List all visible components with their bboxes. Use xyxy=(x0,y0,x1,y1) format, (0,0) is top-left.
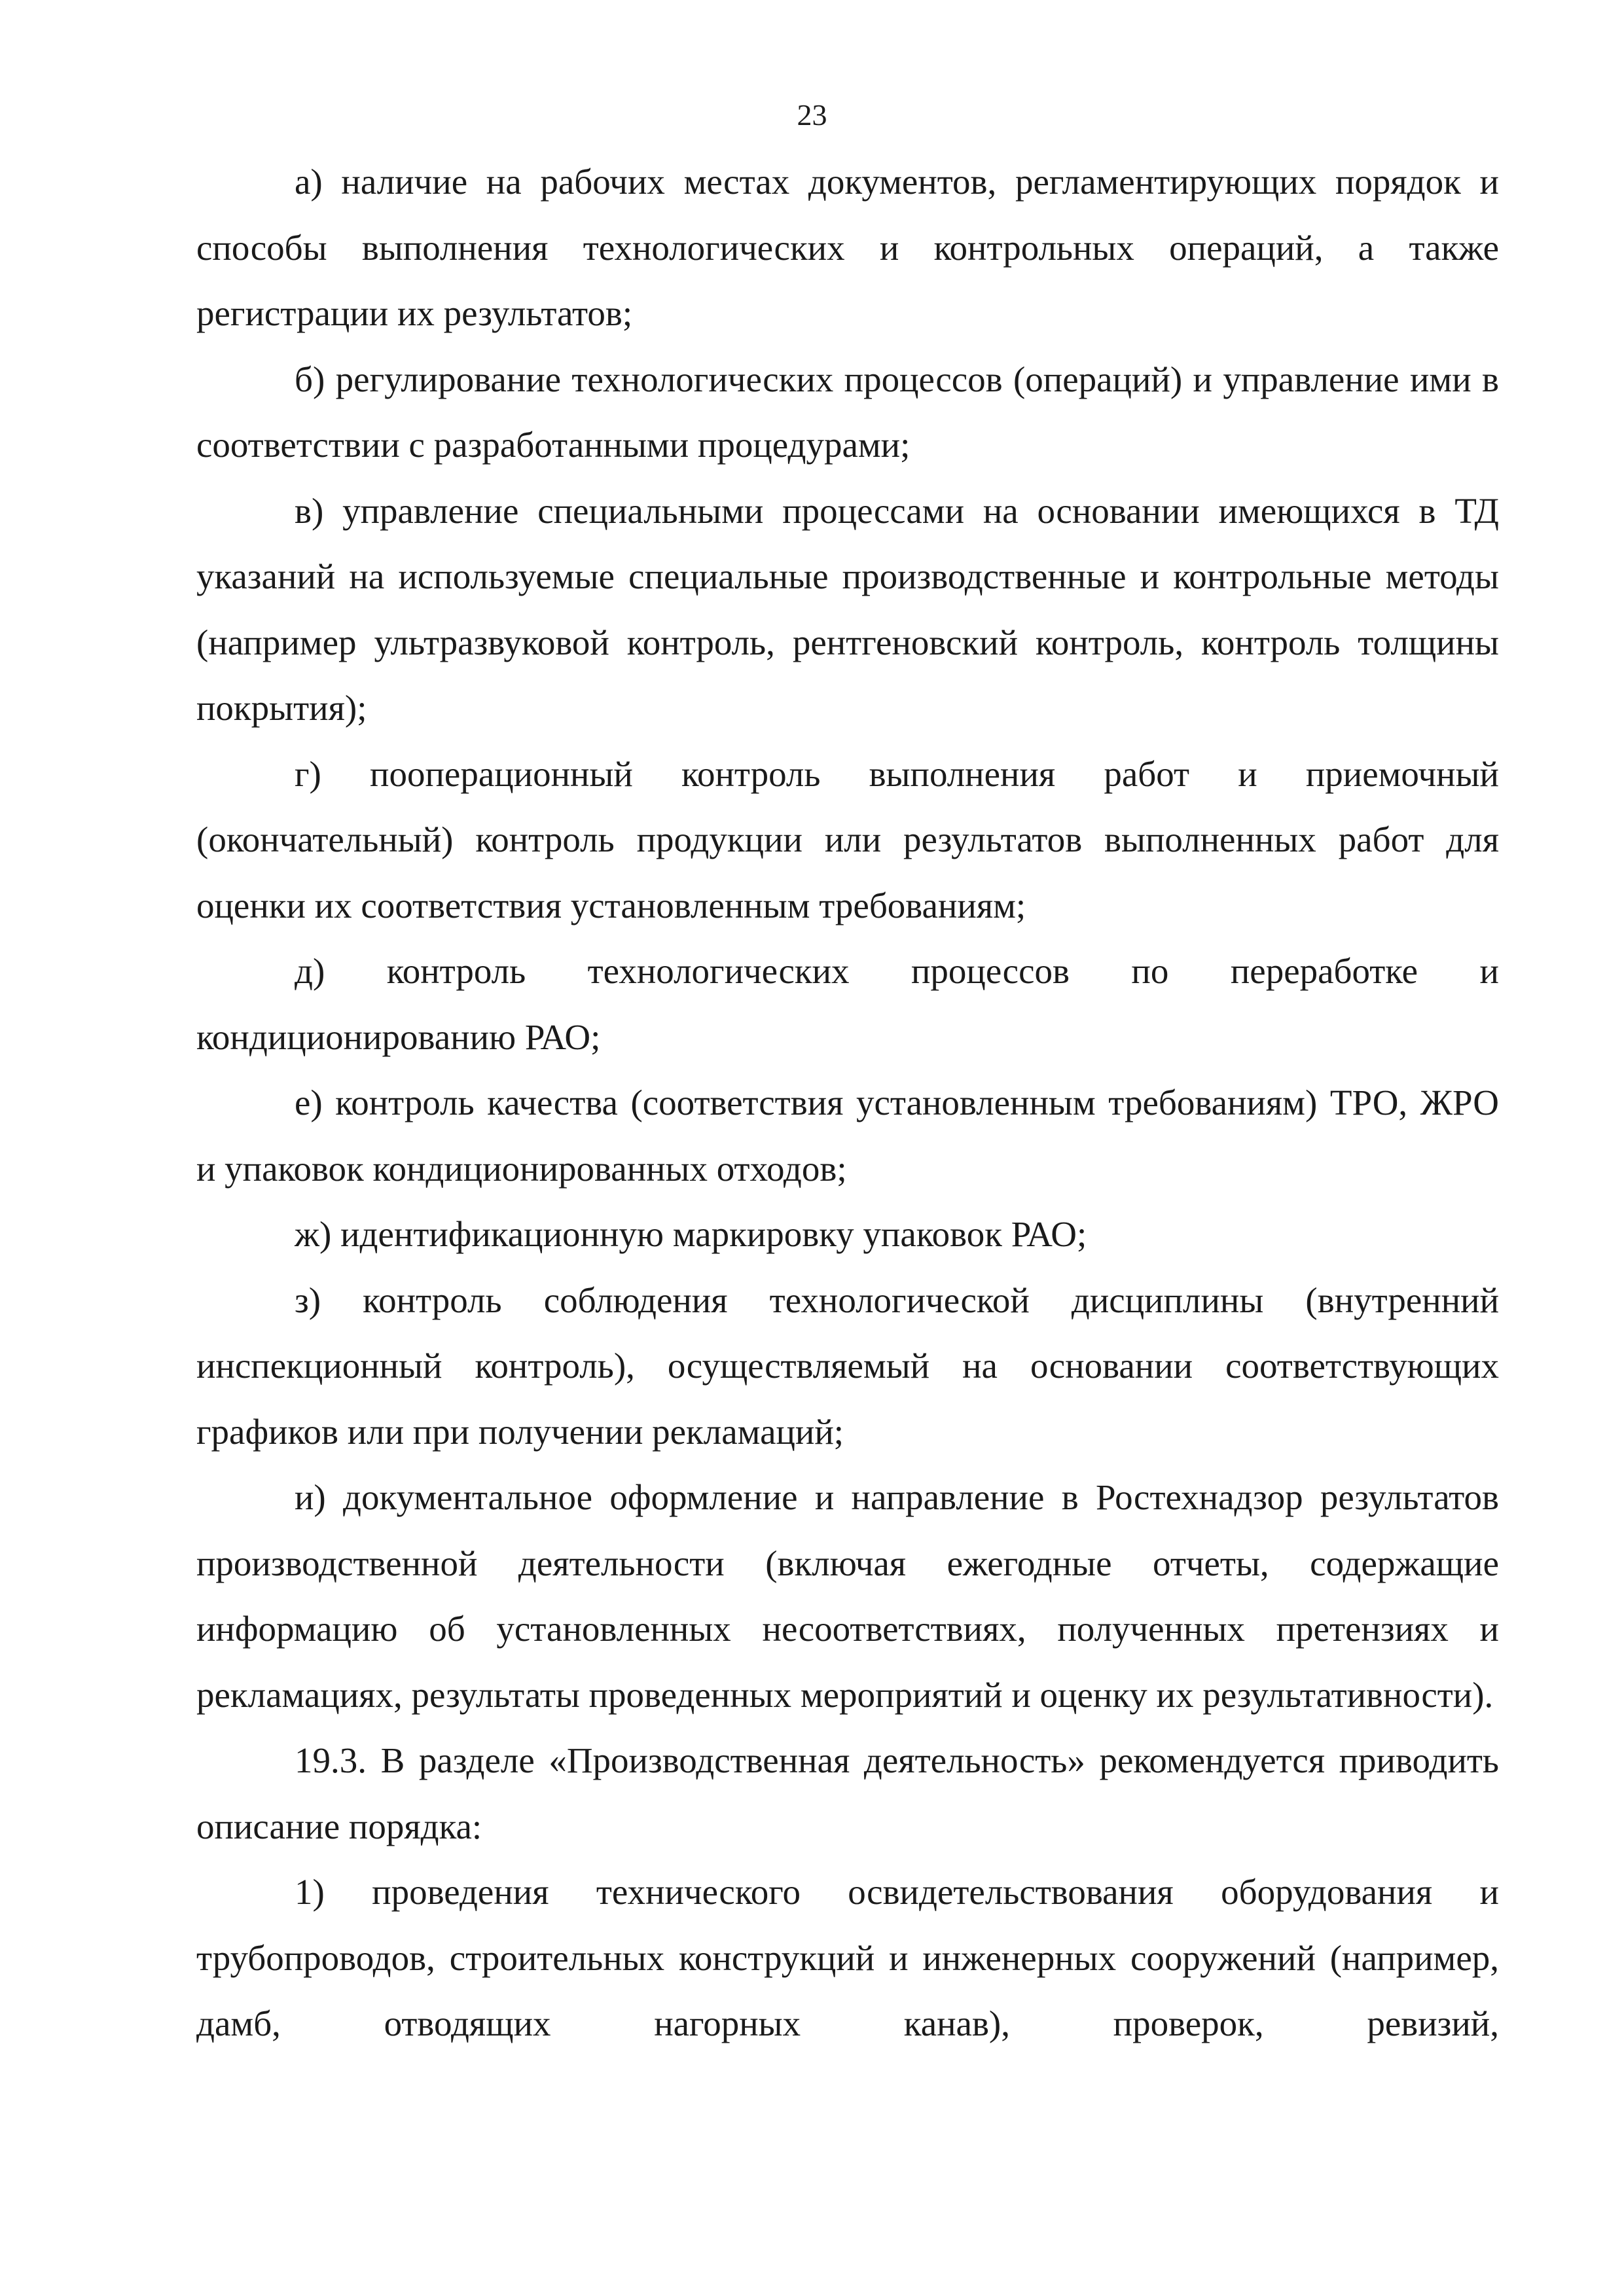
list-item-i: и) документальное оформление и направление в Ростехнадзор результатов производственной деятельности (включая ежегодные отчеты, содержащие информацию об установленных несоответствиях, полученных претензиях и рекламациях, результаты проведенных мероприятий и оценку их результативности). xyxy=(196,1477,1499,1715)
page-number: 23 xyxy=(797,98,827,132)
list-item-b: б) регулирование технологических процессов (операций) и управление ими в соответствии с разработанными процедурами; xyxy=(196,359,1499,465)
section-19-3-paragraph: 19.3. В разделе «Производственная деятельность» рекомендуется приводить описание порядка: xyxy=(196,1740,1499,1846)
list-item-v: в) управление специальными процессами на основании имеющихся в ТД указаний на используемые специальные производственные и контрольные методы (например ультразвуковой контроль, рентгеновский контроль, контроль толщины покрытия); xyxy=(196,490,1499,728)
document-body xyxy=(196,149,1499,2057)
list-item-g: г) пооперационный контроль выполнения работ и приемочный (окончательный) контроль продукции или результатов выполненных работ для оценки их соответствия установленным требованиям; xyxy=(196,753,1499,925)
list-item-a: а) наличие на рабочих местах документов, регламентирующих порядок и способы выполнения технологических и контрольных операций, а также регистрации их результатов; xyxy=(196,162,1499,333)
list-item-d: д) контроль технологических процессов по переработке и кондиционированию РАО; xyxy=(196,951,1499,1057)
numbered-item-1: 1) проведения технического освидетельствования оборудования и трубопроводов, строительных конструкций и инженерных сооружений (например, дамб, отводящих нагорных канав), проверок, ревизий, xyxy=(196,1872,1499,2043)
list-item-e: е) контроль качества (соответствия установленным требованиям) ТРО, ЖРО и упаковок кондиционированных отходов; xyxy=(196,1083,1499,1189)
list-item-z: з) контроль соблюдения технологической дисциплины (внутренний инспекционный контроль), осуществляемый на основании соответствующих графиков или при получении рекламаций; xyxy=(196,1280,1499,1452)
list-item-zh: ж) идентификационную маркировку упаковок РАО; xyxy=(295,1214,1087,1254)
